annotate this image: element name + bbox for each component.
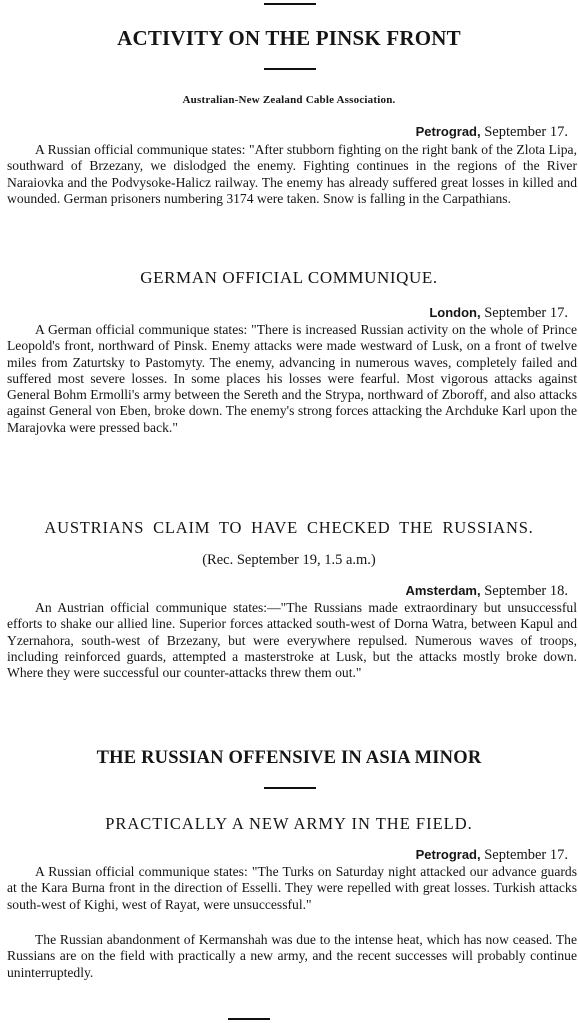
bottom-rule xyxy=(228,1018,270,1020)
article-paragraph: A Russian official communique states: "The Turks on Saturday night attacked our advance guards at the Kara Burna front in the direction of Esselli. They were repelled with great losses. Turkish attacks south-west of Kighi, west of Rayat, were unsuccessful." xyxy=(7,864,577,912)
headline-austrians-claim: AUSTRIANS CLAIM TO HAVE CHECKED THE RUSSIANS. xyxy=(44,518,534,537)
subheadline-new-army: PRACTICALLY A NEW ARMY IN THE FIELD. xyxy=(105,814,473,833)
dateline-petrograd xyxy=(416,847,568,864)
dateline-date: September 18. xyxy=(484,583,568,599)
dateline-place: Amsterdam, xyxy=(405,583,481,598)
dateline-london xyxy=(429,305,568,322)
divider-rule xyxy=(264,68,316,70)
article-paragraph: The Russian abandonment of Kermanshah was due to the intense heat, which has now ceased. The Russians are on the field with practically a new army, and the recent successes will probably continue uninterruptedly. xyxy=(7,932,577,980)
headline-german-communique: GERMAN OFFICIAL COMMUNIQUE. xyxy=(140,268,438,287)
cable-credit: Australian-New Zealand Cable Association. xyxy=(182,94,396,106)
dateline-place: Petrograd, xyxy=(415,847,481,862)
article-paragraph: An Austrian official communique states:—"The Russians made extraordinary but unsuccessful efforts to shake our allied line. Superior forces attacked south-west of Dorna Watra, between Kapul and Yzernahora, south-west of Brzezany, but were everywhere repulsed. Numerous waves of troops, including reinforced guards, attempted a masterstroke at Lusk, but the attacks mostly broke down. Where they were successful our counter-attacks threw them out." xyxy=(7,600,577,681)
divider-rule xyxy=(264,787,316,789)
dateline-date: September 17. xyxy=(484,305,568,321)
article-paragraph: A German official communique states: "There is increased Russian activity on the whole of Prince Leopold's front, northward of Pinsk. Enemy attacks were made westward of Lusk, on a front of twelve miles from Zaturtsky to Pastomyty. The enemy, advancing in numerous waves, completely failed and suffered most severe losses. In some places his losses were fearful. Most vigorous attacks against General Bohm Ermolli's army between the Sereth and the Strypa, northward of Zboroff, and also attacks against General von Eben, broke down. The enemy's strong forces attacking the Archduke Karl upon the Marajovka were pressed back." xyxy=(7,322,577,435)
top-rule xyxy=(264,3,316,5)
headline-asia-minor: THE RUSSIAN OFFENSIVE IN ASIA MINOR xyxy=(96,748,482,768)
article-paragraph: A Russian official communique states: "After stubborn fighting on the right bank of the Zlota Lipa, southward of Brzezany, we dislodged the enemy. Fighting continues in the regions of the River Naraiovka and the Podvysoke-Halicz railway. The enemy has already suffered great losses in killed and wounded. German prisoners numbering 3174 were taken. Snow is falling in the Carpathians. xyxy=(7,142,577,206)
headline-pinsk-front: ACTIVITY ON THE PINSK FRONT xyxy=(117,26,461,50)
dateline-date: September 17. xyxy=(484,124,568,140)
dateline-amsterdam xyxy=(405,583,568,600)
dateline-petrograd xyxy=(416,124,568,141)
dateline-place: London, xyxy=(429,305,481,320)
dateline-date: September 17. xyxy=(484,847,568,863)
received-timestamp: (Rec. September 19, 1.5 a.m.) xyxy=(202,552,376,568)
dateline-place: Petrograd, xyxy=(415,124,481,139)
